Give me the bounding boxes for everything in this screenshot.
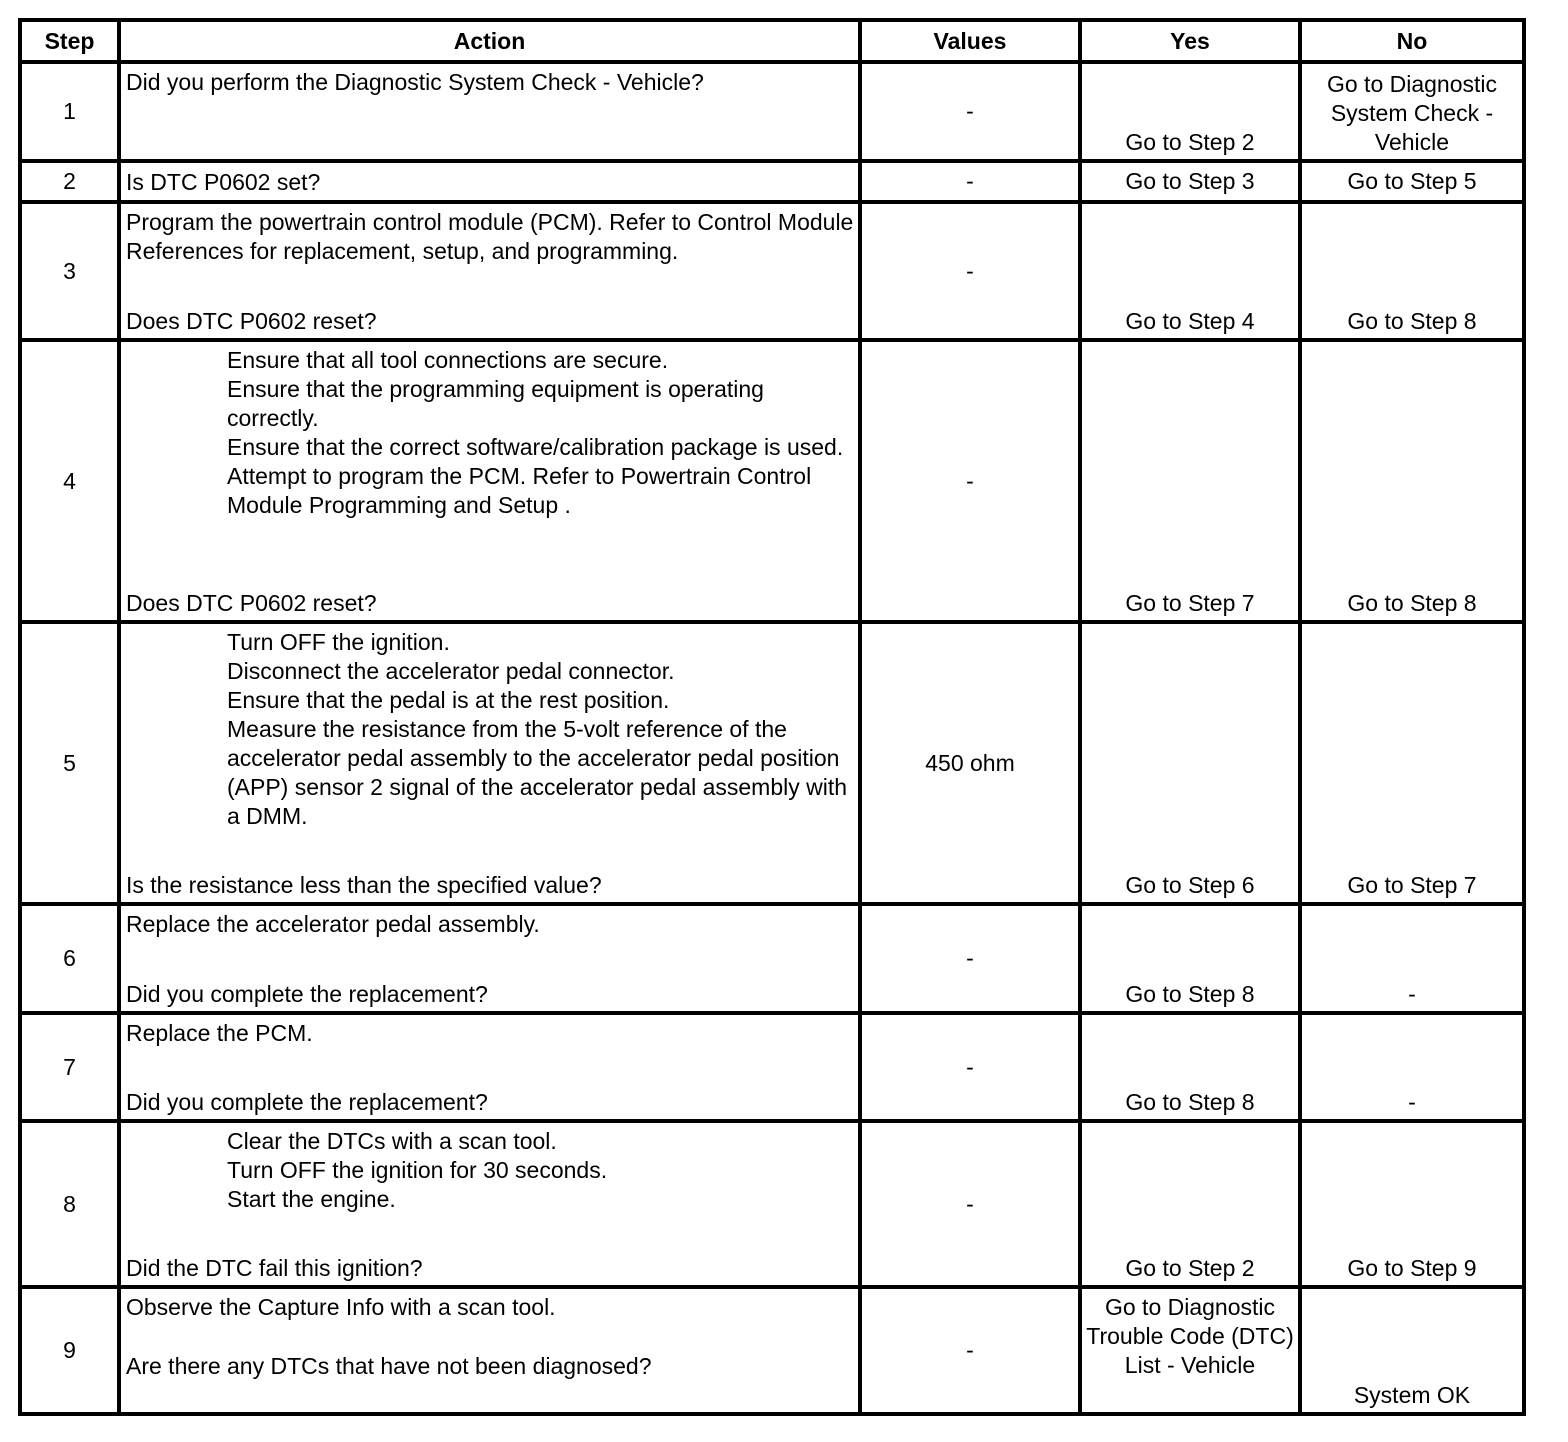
step-number: 9: [20, 1287, 119, 1414]
step-number: 7: [20, 1013, 119, 1121]
header-yes: Yes: [1080, 20, 1300, 62]
header-no: No: [1300, 20, 1524, 62]
no-cell: System OK: [1300, 1287, 1524, 1414]
action-text: Program the powertrain control module (PCM). Refer to Control Module References for replacement, setup, and programming.: [126, 209, 854, 264]
table-row: [20, 1287, 1524, 1414]
action-cell: [119, 1121, 860, 1287]
action-cell: [119, 202, 860, 340]
diagnostic-table: [18, 18, 1526, 1416]
action-step: Start the engine.: [227, 1186, 396, 1212]
table-row: [20, 622, 1524, 904]
yes-cell: Go to Step 7: [1080, 340, 1300, 622]
action-cell: [119, 622, 860, 904]
step-number: 1: [20, 62, 119, 161]
action-cell: [119, 1013, 860, 1121]
action-step: Disconnect the accelerator pedal connector.: [227, 658, 675, 684]
no-cell: Go to Step 7: [1300, 622, 1524, 904]
action-step: Turn OFF the ignition.: [227, 629, 450, 655]
values-cell: -: [860, 161, 1080, 202]
action-cell: [119, 1287, 860, 1414]
action-step: Measure the resistance from the 5-volt reference of the accelerator pedal assembly to the accelerator pedal position (APP) sensor 2 signal of the accelerator pedal assembly with a DMM.: [227, 716, 848, 829]
action-step: Ensure that the correct software/calibration package is used.: [227, 434, 844, 460]
step-number: 5: [20, 622, 119, 904]
step-number: 2: [20, 161, 119, 202]
no-cell: -: [1300, 1013, 1524, 1121]
action-text: Replace the accelerator pedal assembly.: [126, 911, 540, 937]
values-cell: -: [860, 1121, 1080, 1287]
action-step: Ensure that the pedal is at the rest position.: [227, 687, 670, 713]
no-cell: Go to Step 8: [1300, 202, 1524, 340]
step-number: 3: [20, 202, 119, 340]
action-text: Did you perform the Diagnostic System Check - Vehicle?: [126, 69, 704, 95]
values-cell: -: [860, 202, 1080, 340]
yes-cell: Go to Step 2: [1080, 1121, 1300, 1287]
table-row: [20, 62, 1524, 161]
values-cell: -: [860, 62, 1080, 161]
table-row: [20, 161, 1524, 202]
action-question: Are there any DTCs that have not been diagnosed?: [126, 1353, 652, 1379]
values-cell: 450 ohm: [860, 622, 1080, 904]
yes-cell: Go to Step 4: [1080, 202, 1300, 340]
action-step: Turn OFF the ignition for 30 seconds.: [227, 1157, 608, 1183]
action-question: Did you complete the replacement?: [126, 981, 488, 1007]
action-question: Did the DTC fail this ignition?: [126, 1255, 423, 1281]
action-step: Attempt to program the PCM. Refer to Powertrain Control Module Programming and Setup .: [227, 463, 812, 518]
step-number: 4: [20, 340, 119, 622]
action-steps: [126, 346, 854, 520]
no-cell: Go to Step 8: [1300, 340, 1524, 622]
action-cell: [119, 340, 860, 622]
table-row: [20, 904, 1524, 1013]
action-question: Does DTC P0602 reset?: [126, 308, 377, 334]
action-steps: [126, 1127, 854, 1214]
yes-cell: Go to Step 8: [1080, 1013, 1300, 1121]
yes-cell: Go to Step 6: [1080, 622, 1300, 904]
step-number: 8: [20, 1121, 119, 1287]
table-row: [20, 1121, 1524, 1287]
action-cell: [119, 161, 860, 202]
action-cell: [119, 904, 860, 1013]
yes-cell: Go to Step 3: [1080, 161, 1300, 202]
values-cell: -: [860, 904, 1080, 1013]
values-cell: -: [860, 1287, 1080, 1414]
yes-cell: Go to Diagnostic Trouble Code (DTC) List - Vehicle: [1080, 1287, 1300, 1414]
table-row: [20, 340, 1524, 622]
action-text: Observe the Capture Info with a scan tool.: [126, 1294, 556, 1320]
header-step: Step: [20, 20, 119, 62]
no-cell: Go to Step 5: [1300, 161, 1524, 202]
action-question: Did you complete the replacement?: [126, 1089, 488, 1115]
values-cell: -: [860, 340, 1080, 622]
header-action: Action: [119, 20, 860, 62]
yes-cell: Go to Step 8: [1080, 904, 1300, 1013]
step-number: 6: [20, 904, 119, 1013]
header-row: [20, 20, 1524, 62]
no-cell: Go to Diagnostic System Check - Vehicle: [1300, 62, 1524, 161]
values-cell: -: [860, 1013, 1080, 1121]
action-question: Does DTC P0602 reset?: [126, 590, 377, 616]
yes-cell: Go to Step 2: [1080, 62, 1300, 161]
action-text: Replace the PCM.: [126, 1020, 313, 1046]
action-cell: [119, 62, 860, 161]
action-question: Is the resistance less than the specified value?: [126, 872, 602, 898]
action-step: Ensure that the programming equipment is operating correctly.: [227, 376, 764, 431]
table-row: [20, 202, 1524, 340]
no-cell: Go to Step 9: [1300, 1121, 1524, 1287]
action-step: Ensure that all tool connections are secure.: [227, 347, 669, 373]
no-cell: -: [1300, 904, 1524, 1013]
header-values: Values: [860, 20, 1080, 62]
action-steps: [126, 628, 854, 831]
action-step: Clear the DTCs with a scan tool.: [227, 1128, 557, 1154]
action-text: Is DTC P0602 set?: [126, 169, 321, 195]
table-row: [20, 1013, 1524, 1121]
